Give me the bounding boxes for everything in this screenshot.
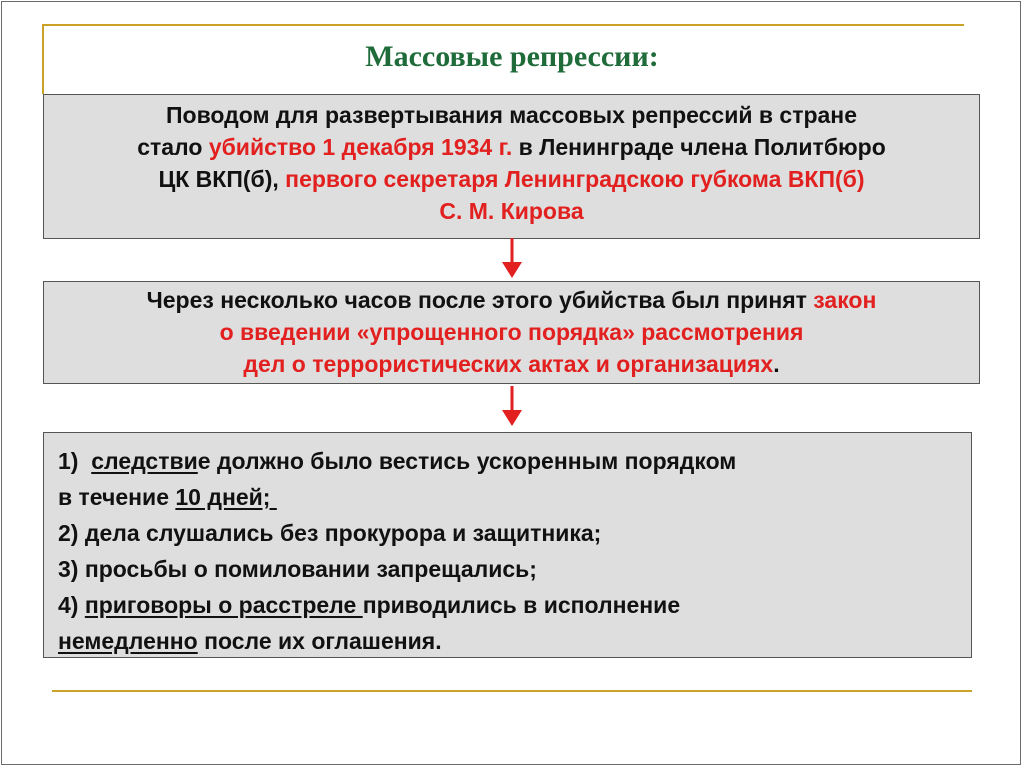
procedure-item-4-cont: немедленно после их оглашения. [58, 628, 442, 654]
law-line-1: Через несколько часов после этого убийства был принят закон [146, 287, 877, 313]
procedure-item-1-cont: в течение 10 дней; [58, 484, 277, 510]
secretary-highlight: первого секретаря Ленинградскою губкома ВКП(б) [285, 166, 865, 192]
law-box [43, 281, 980, 384]
procedure-item-2: 2) дела слушались без прокурора и защитника; [58, 520, 602, 546]
procedure-item-3: 3) просьбы о помиловании запрещались; [58, 556, 537, 582]
law-highlight: закон [813, 287, 877, 313]
law-line-2: о введении «упрощенного порядка» рассмотрения [219, 319, 804, 345]
cause-box [43, 94, 980, 239]
cause-line-3: ЦК ВКП(б), первого секретаря Ленинградскою губкома ВКП(б) [158, 166, 865, 192]
slide-title: Массовые репрессии: [365, 40, 659, 73]
procedure-item-4: 4) приговоры о расстреле приводились в исполнение [58, 592, 681, 618]
law-line-3: дел о террористических актах и организациях. [243, 351, 780, 377]
top-rule [42, 24, 964, 26]
cause-line-1: Поводом для развертывания массовых репрессий в стране [166, 102, 857, 128]
kirov-name: С. М. Кирова [439, 198, 584, 224]
cause-line-2: стало убийство 1 декабря 1934 г. в Ленинграде члена Политбюро [137, 134, 886, 160]
procedure-item-1: 1) следствие должно было вестись ускоренным порядком [58, 448, 737, 474]
murder-date-highlight: убийство 1 декабря 1934 г. [208, 134, 513, 160]
down-arrow-icon [500, 238, 524, 280]
down-arrow-icon [500, 386, 524, 428]
procedure-box [43, 432, 972, 658]
bottom-rule [52, 690, 972, 692]
